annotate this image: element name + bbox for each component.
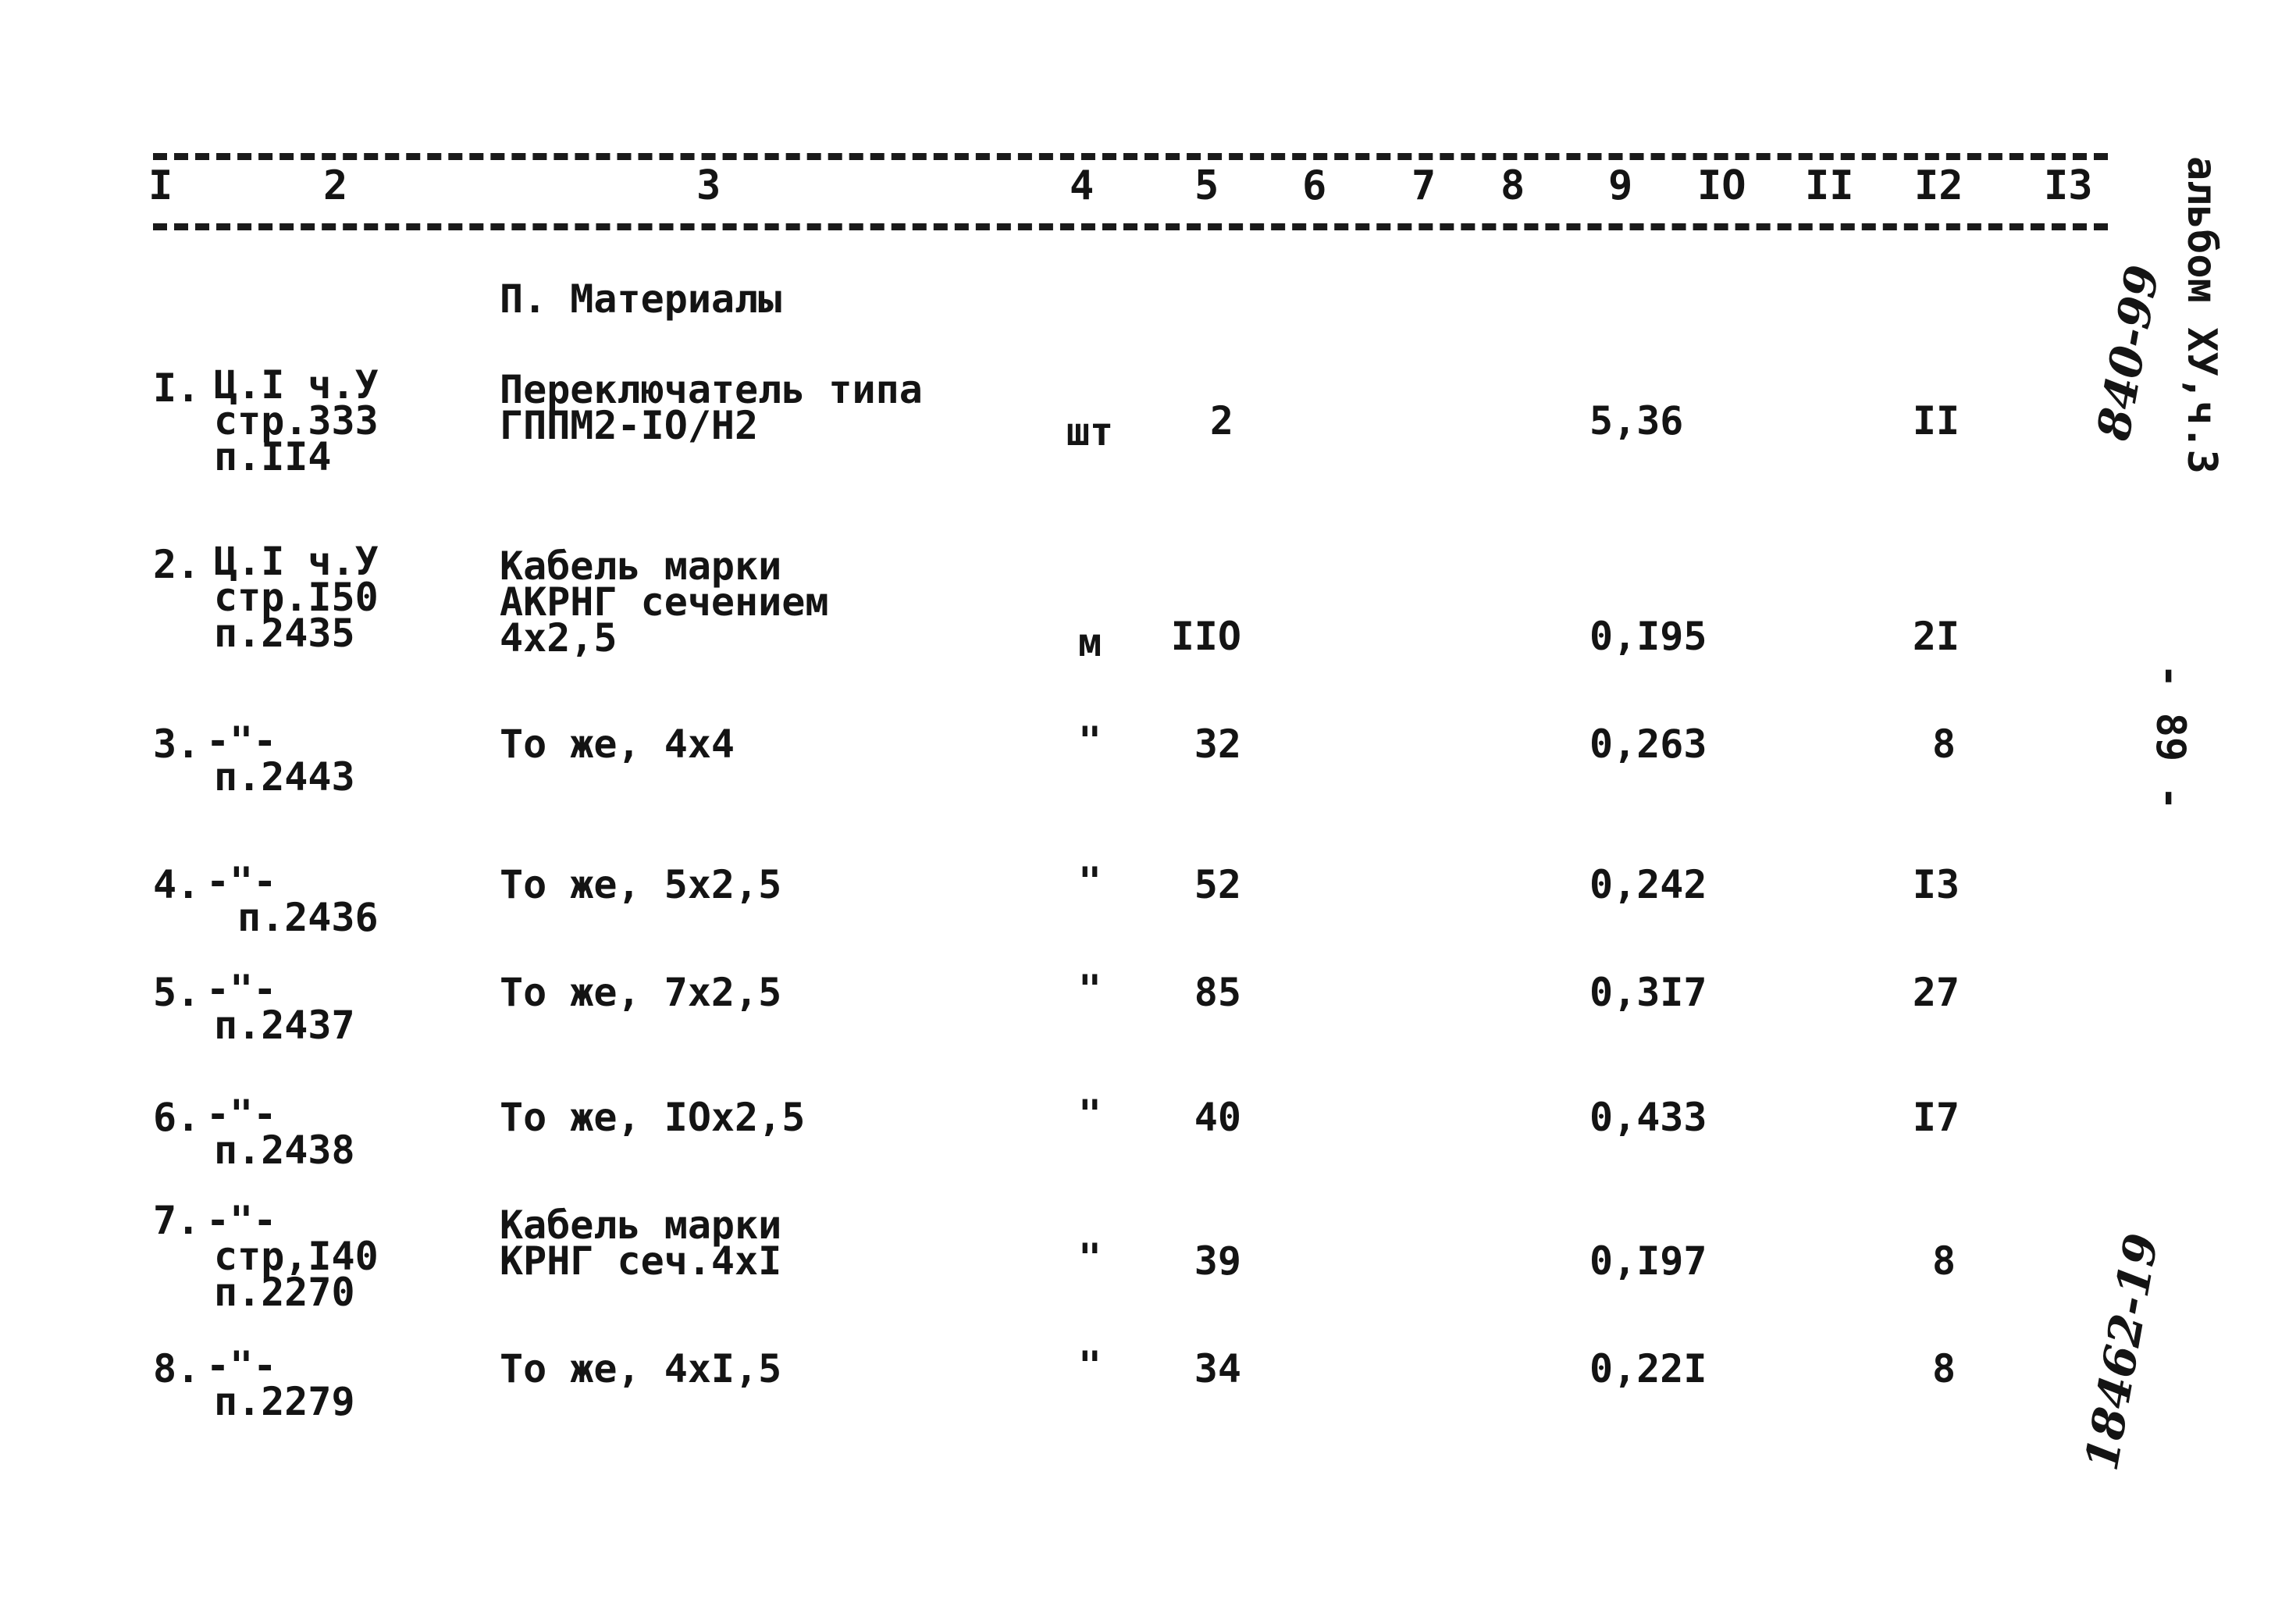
total: II	[1912, 398, 1960, 444]
handwritten-project-code: 840-99	[2086, 261, 2170, 444]
handwritten-document-number: 18462-19	[2074, 1229, 2169, 1475]
column-header: 4	[1070, 162, 1095, 209]
reference-line: п.2437	[214, 1003, 355, 1048]
reference-line: п.II4	[214, 434, 332, 479]
reference-line: Ц.I ч.У	[214, 362, 379, 408]
quantity: 39	[1194, 1238, 1241, 1284]
total: I7	[1912, 1095, 1960, 1140]
unit-price: 0,242	[1589, 862, 1707, 907]
section-title: П. Материалы	[500, 276, 782, 322]
unit: "	[1077, 718, 1102, 764]
row-number: 8.	[153, 1346, 201, 1391]
unit-price: 0,263	[1589, 721, 1707, 767]
item-name-line: Кабель марки	[500, 1202, 782, 1248]
unit-price: 0,I97	[1589, 1238, 1707, 1284]
unit-price: 0,I95	[1589, 614, 1707, 659]
reference-line: Ц.I ч.У	[214, 539, 379, 584]
reference-line: стр.333	[214, 398, 379, 444]
item-name-line: То же, 7х2,5	[500, 970, 782, 1015]
column-header: IO	[1697, 162, 1746, 209]
unit: "	[1077, 1092, 1102, 1137]
unit: шт	[1066, 409, 1114, 454]
item-name-line: То же, IOx2,5	[500, 1095, 806, 1140]
quantity: 32	[1194, 721, 1241, 767]
unit: "	[1077, 859, 1102, 904]
item-name-line: Кабель марки	[500, 543, 782, 589]
table-row	[0, 718, 2296, 879]
reference-line: п.2435	[214, 611, 355, 656]
item-name-line: То же, 5х2,5	[500, 862, 782, 907]
item-name-line: КРНГ сеч.4хI	[500, 1238, 782, 1284]
header-rule-top	[153, 153, 2108, 160]
column-header: 9	[1608, 162, 1633, 209]
reference-line: стр.I50	[214, 575, 379, 620]
total: 27	[1912, 970, 1960, 1015]
album-reference: альбом XУ,ч.3	[2178, 156, 2225, 474]
quantity: 40	[1194, 1095, 1241, 1140]
column-header: 3	[696, 162, 721, 209]
item-name-line: АКРНГ сечением	[500, 579, 829, 625]
column-header: I2	[1914, 162, 1963, 209]
reference-line: -"-	[206, 1343, 277, 1388]
item-name-line: То же, 4хI,5	[500, 1346, 782, 1391]
unit: "	[1077, 967, 1102, 1012]
table-row	[0, 539, 2296, 700]
column-header: 5	[1194, 162, 1219, 209]
reference-line: п.2279	[214, 1379, 355, 1424]
quantity: 34	[1194, 1346, 1241, 1391]
reference-line: -"-	[206, 718, 277, 764]
column-header: II	[1805, 162, 1854, 209]
unit-price: 0,22I	[1589, 1346, 1707, 1391]
unit-price: 0,3I7	[1589, 970, 1707, 1015]
row-number: I.	[153, 365, 201, 411]
row-number: 2.	[153, 542, 201, 587]
reference-line: -"-	[206, 859, 277, 904]
column-header: 6	[1302, 162, 1327, 209]
column-header: I	[148, 162, 173, 209]
unit: "	[1077, 1235, 1102, 1281]
unit-price: 5,36	[1589, 398, 1684, 444]
reference-line: -"-	[206, 967, 277, 1012]
item-name-line: ГППМ2-IO/H2	[500, 403, 759, 448]
reference-line: п.2438	[214, 1128, 355, 1173]
table-row	[0, 1343, 2296, 1504]
item-name-line: 4х2,5	[500, 615, 618, 661]
row-number: 4.	[153, 862, 201, 907]
reference-line: п.2270	[214, 1270, 355, 1315]
reference-line: п.2436	[237, 895, 379, 940]
column-header: 2	[323, 162, 348, 209]
total: 8	[1931, 1346, 1956, 1391]
quantity: 2	[1209, 398, 1233, 444]
total: 8	[1931, 1238, 1956, 1284]
row-number: 3.	[153, 721, 201, 767]
column-header: I3	[2044, 162, 2093, 209]
item-name-line: Переключатель типа	[500, 367, 923, 412]
reference-line: стр,I40	[214, 1234, 379, 1279]
quantity: 52	[1194, 862, 1241, 907]
row-number: 7.	[153, 1198, 201, 1243]
unit-price: 0,433	[1589, 1095, 1707, 1140]
unit: м	[1077, 620, 1102, 665]
table-row	[0, 362, 2296, 523]
header-rule-bottom	[153, 223, 2108, 230]
total: 2I	[1912, 614, 1960, 659]
item-name-line: То же, 4х4	[500, 721, 735, 767]
quantity: IIO	[1170, 614, 1241, 659]
quantity: 85	[1194, 970, 1241, 1015]
reference-line: -"-	[206, 1092, 277, 1137]
unit: "	[1077, 1343, 1102, 1388]
column-header: 7	[1411, 162, 1436, 209]
total: 8	[1931, 721, 1956, 767]
total: I3	[1912, 862, 1960, 907]
reference-line: -"-	[206, 1198, 277, 1243]
reference-line: п.2443	[214, 754, 355, 800]
row-number: 6.	[153, 1095, 201, 1140]
column-header: 8	[1500, 162, 1525, 209]
row-number: 5.	[153, 970, 201, 1015]
table-row	[0, 1198, 2296, 1359]
page-number: - 89 -	[2147, 664, 2194, 811]
